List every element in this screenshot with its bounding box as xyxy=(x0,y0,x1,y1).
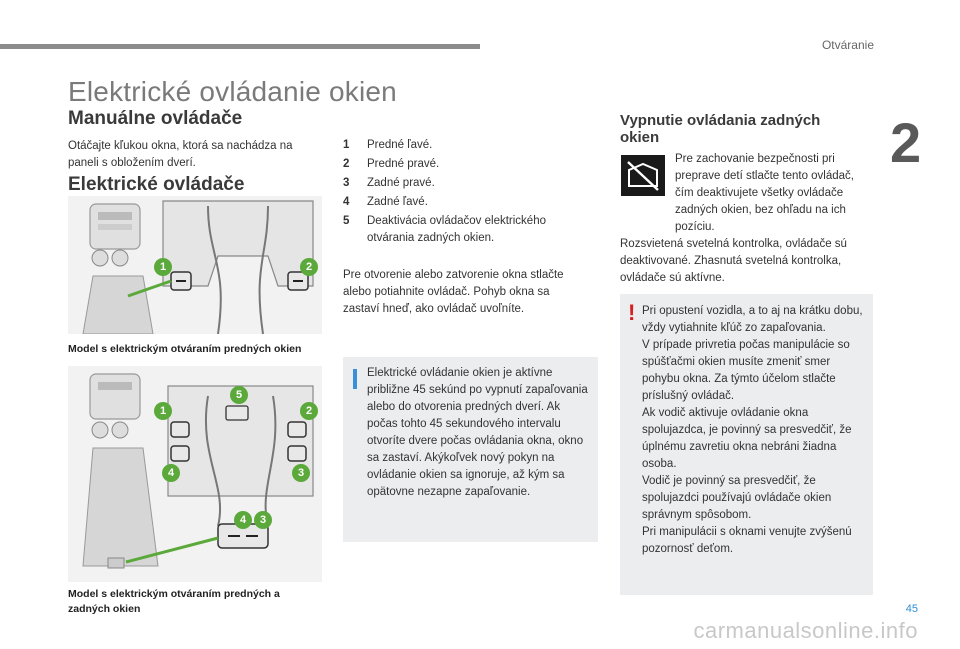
page-number: 45 xyxy=(905,603,918,615)
legend-text: Zadné pravé. xyxy=(367,177,435,189)
legend-text: Predné ľavé. xyxy=(367,139,433,151)
window-lock-icon xyxy=(621,155,665,196)
warning-text xyxy=(642,303,866,558)
rear-deactivation-heading: Vypnutie ovládania zadných okien xyxy=(620,112,821,146)
watermark: carmanualsonline.info xyxy=(693,618,918,643)
info-note-text: Elektrické ovládanie okien je aktívne približne 45 sekúnd po vypnutí zapaľovania alebo do otvorenia predných dverí. Ak počas tohto 45 sekundového intervalu otvoríte dvere počas ovládania okna, okno sa zastaví. Akýkoľvek nový pokyn na ovládanie okien sa ignoruje, až kým sa opätovne nezapne zapaľovanie. xyxy=(367,367,588,498)
warning-icon: ! xyxy=(628,300,636,325)
warning-note xyxy=(620,294,873,595)
legend-number: 1 xyxy=(343,139,350,151)
callout-4: 4 xyxy=(234,511,252,529)
figure-front-windows xyxy=(68,196,322,334)
electric-heading: Elektrické ovládače xyxy=(68,174,245,195)
manual-heading: Manuálne ovládače xyxy=(68,108,243,129)
header-bar xyxy=(0,44,480,49)
callout-3: 3 xyxy=(292,464,310,482)
list-item xyxy=(343,137,593,154)
callout-5: 5 xyxy=(230,386,248,404)
warning-paragraph: V prípade privretia počas manipulácie so spúšťačmi okien musíte zmeniť smer pohybu okna. Za týmto účelom stlačte príslušný ovládač. xyxy=(642,339,850,402)
legend-list xyxy=(343,137,593,249)
figure2-caption: Model s elektrickým otváraním predných a zadných okien xyxy=(68,588,280,615)
callout-4: 4 xyxy=(162,464,180,482)
figure1-caption: Model s elektrickým otváraním predných okien xyxy=(68,343,302,355)
warning-paragraph: Pri manipulácii s oknami venujte zvýšenú pozornosť deťom. xyxy=(642,526,852,555)
legend-number: 2 xyxy=(343,158,350,170)
legend-number: 4 xyxy=(343,196,350,208)
callout-1: 1 xyxy=(154,402,172,420)
info-note xyxy=(343,357,598,542)
legend-text: Predné pravé. xyxy=(367,158,440,170)
list-item xyxy=(343,213,593,247)
warning-paragraph: Ak vodič aktivuje ovládanie okna spolujazdca, je povinný sa presvedčiť, že úplnému zavretiu okna nebráni žiadna osoba. xyxy=(642,407,852,470)
warning-paragraph: Pri opustení vozidla, a to aj na krátku dobu, vždy vytiahnite kľúč zo zapaľovania. xyxy=(642,305,863,334)
list-item xyxy=(343,175,593,192)
rear-deactivation-text: Pre zachovanie bezpečnosti pri preprave detí stlačte tento ovládač, čím deaktivujete všetky ovládače zadných okien, bez ohľadu na ich pozíciu. xyxy=(675,153,854,233)
callout-2: 2 xyxy=(300,258,318,276)
callout-3: 3 xyxy=(254,511,272,529)
legend-text: Zadné ľavé. xyxy=(367,196,428,208)
warning-paragraph: Vodič je povinný sa presvedčiť, že spolujazdci používajú ovládače okien správnym spôsobom. xyxy=(642,475,832,521)
figure-front-rear-windows xyxy=(68,366,322,582)
info-icon xyxy=(353,369,357,389)
page-title: Elektrické ovládanie okien xyxy=(68,76,397,107)
manual-text: Otáčajte kľukou okna, ktorá sa nachádza na paneli s obložením dverí. xyxy=(68,140,293,169)
chapter-number: 2 xyxy=(890,111,922,174)
rear-deactivation-status: Rozsvietená svetelná kontrolka, ovládače sú deaktivované. Zhasnutá svetelná kontrolka, ovládače sú aktívne. xyxy=(620,238,847,284)
callout-1: 1 xyxy=(154,258,172,276)
callout-2: 2 xyxy=(300,402,318,420)
list-item xyxy=(343,194,593,211)
legend-number: 3 xyxy=(343,177,350,189)
list-item xyxy=(343,156,593,173)
legend-text: Deaktivácia ovládačov elektrického otvárania zadných okien. xyxy=(367,215,546,244)
section-name: Otváranie xyxy=(821,38,874,52)
open-close-text: Pre otvorenie alebo zatvorenie okna stlačte alebo potiahnite ovládač. Pohyb okna sa zastaví hneď, ako ovládač uvoľníte. xyxy=(343,269,564,315)
legend-number: 5 xyxy=(343,215,350,227)
